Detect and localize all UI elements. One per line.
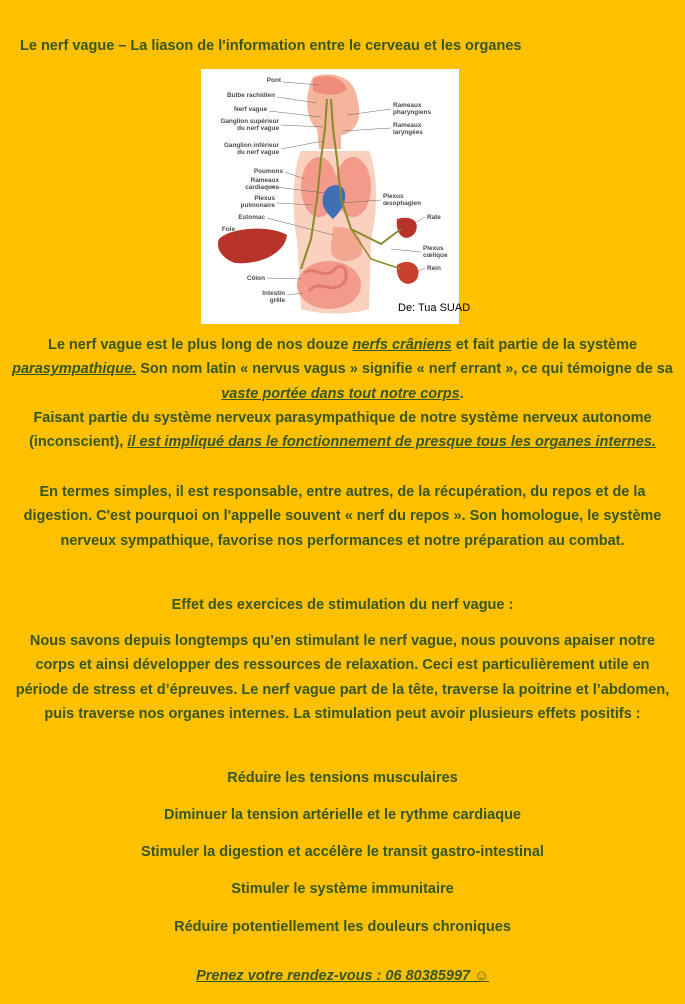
label-plexus-pulm-1: Plexus [254,195,275,202]
label-plexus-pulm-2: pulmonaire [240,202,275,209]
label-ganglion-inf-1: Ganglion inférieur [223,142,279,149]
label-estomac: Estomac [238,214,265,221]
label-foie: Foie [221,226,235,233]
appointment-link[interactable]: Prenez votre rendez-vous : 06 80385997 ☺ [196,968,489,984]
label-plexus-coel-1: Plexus [423,245,444,252]
label-rameaux-phar-2: pharyngiens [393,109,431,116]
label-rameaux-lar-1: Rameaux [393,122,422,129]
label-rameaux-lar-2: laryngées [393,129,423,136]
appointment-cta [10,964,675,988]
label-bulbe: Bulbe rachidien [227,92,275,99]
label-pont: Pont [266,77,281,84]
page-title: Le nerf vague – La liason de l'information entre le cerveau et les organes [20,38,522,54]
label-plexus-coel-2: cœlique [423,252,448,259]
section-subtitle: Effet des exercices de stimulation du nerf vague : [171,597,514,613]
label-plexus-oeso-2: œsophagien [383,200,421,207]
paragraph-intro: Le nerf vague est le plus long de nos douze nerfs crâniens et fait partie de la système parasympathique. Son nom latin « nervus vagus » signifie « nerf errant », ce qui témoigne de sa vaste portée dans tout notre corps. [12,337,673,402]
label-rate: Rate [427,214,441,221]
vagus-nerve-illustration [201,69,471,324]
label-ganglion-sup-2: du nerf vague [237,125,279,132]
effect-item: Réduire les tensions musculaires [227,770,458,786]
liver-shape [218,229,287,264]
link-organes-internes[interactable]: il est impliqué dans le fonctionnement de presque tous les organes internes. [127,434,656,451]
effect-item: Diminuer la tension artérielle et le rythme cardiaque [164,807,521,823]
label-rameaux-phar-1: Rameaux [393,102,422,109]
label-intestin-2: grêle [269,297,285,304]
anatomy-diagram [201,69,459,324]
label-poumons: Poumons [253,168,283,175]
effect-item: Réduire potentiellement les douleurs chroniques [174,919,511,935]
paragraph-autonome: Faisant partie du système nerveux parasympathique de notre système nerveux autonome (inconscient), il est impliqué dans le fonctionnement de presque tous les organes internes. [29,410,656,451]
spleen-shape [397,218,417,238]
link-nerfs-craniens[interactable]: nerfs crâniens [352,337,452,353]
link-parasympathique[interactable]: parasympathique. [12,361,137,378]
label-plexus-oeso-1: Plexus [383,193,404,200]
label-rein: Rein [427,265,441,272]
label-colon: Côlon [246,275,265,282]
link-vaste-portee[interactable]: vaste portée dans tout notre corps [221,385,460,402]
intestine-shape [297,261,361,309]
paragraph-termes-simples: En termes simples, il est responsable, entre autres, de la récupération, du repos et de la digestion. C'est pourquoi on l'appelle souvent « nerf du repos ». Son homologue, le système nerveux sympathique, favorise nos performances et notre préparation au combat. [23,484,662,549]
label-nerf-vague: Nerf vague [233,106,267,113]
label-rameaux-card-2: cardiaques [245,184,279,191]
paragraph-stimulation: Nous savons depuis longtemps qu’en stimulant le nerf vague, nous pouvons apaiser notre corps et ainsi développer des ressources de relaxation. Ceci est particulièrement utile en période de stress et d’épreuves. Le nerf vague part de la tête, traverse la poitrine et l’abdomen, puis traverse nos organes internes. La stimulation peut avoir plusieurs effets positifs : [15,633,670,723]
image-credit: De: Tua SUAD [398,302,471,314]
label-ganglion-inf-2: du nerf vague [237,149,279,156]
effect-item: Stimuler la digestion et accélère le transit gastro-intestinal [141,844,544,860]
label-intestin-1: Intestin [262,290,285,297]
label-rameaux-card-1: Rameaux [250,177,279,184]
label-ganglion-sup-1: Ganglion supérieur [220,118,279,125]
effect-item: Stimuler le système immunitaire [231,881,454,897]
